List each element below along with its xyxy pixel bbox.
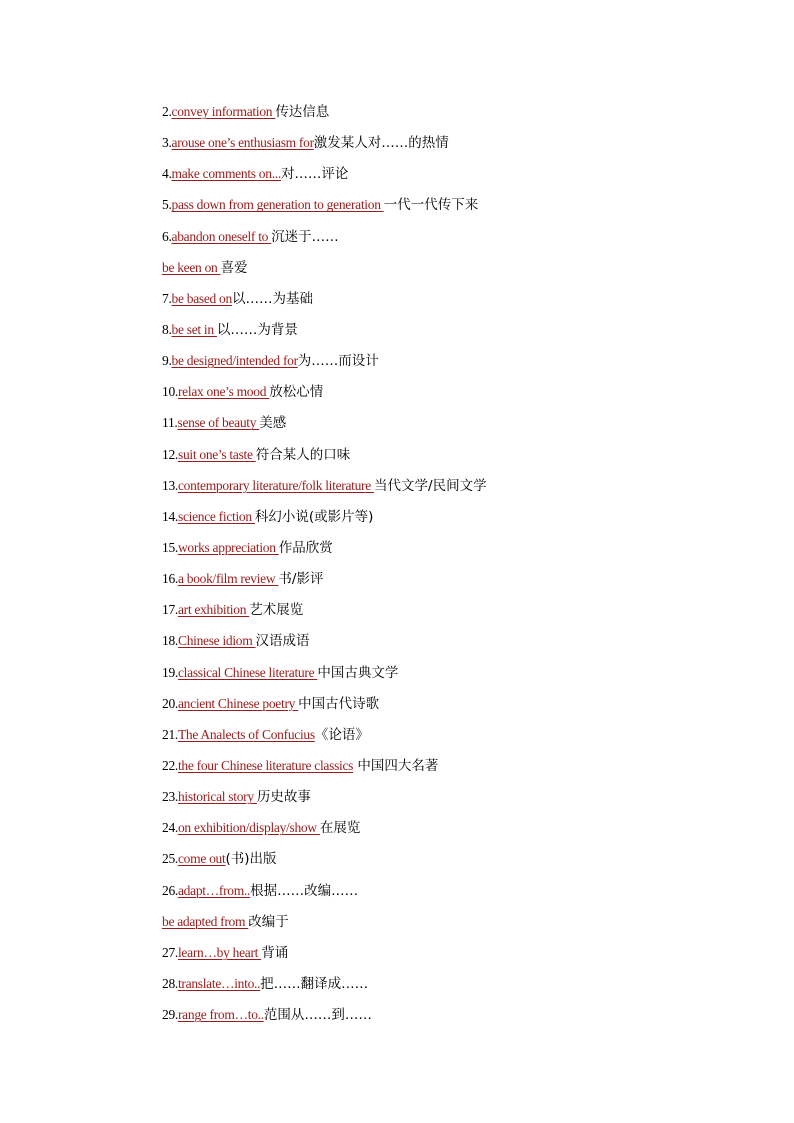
chinese-meaning: 书/影评 (278, 571, 324, 588)
chinese-meaning: 以……为基础 (231, 290, 313, 307)
chinese-meaning: 当代文学/民间文学 (374, 477, 487, 494)
chinese-meaning: 中国古典文学 (317, 664, 399, 681)
chinese-meaning: 中国四大名著 (353, 757, 439, 774)
entry-number: 7. (162, 290, 172, 306)
phrase-entry (162, 320, 762, 351)
phrase-entry (162, 881, 762, 912)
chinese-meaning: 背诵 (261, 944, 289, 961)
chinese-meaning: 美感 (259, 415, 287, 432)
phrase-entry (162, 195, 762, 226)
english-phrase: the four Chinese literature classics (177, 757, 354, 773)
phrase-entry (162, 631, 762, 662)
entry-number: 4. (162, 166, 172, 182)
english-phrase: on exhibition/display/show (177, 820, 320, 836)
entry-number: 24. (162, 820, 178, 836)
chinese-meaning: 改编于 (248, 913, 289, 930)
phrase-entry (162, 943, 762, 974)
entry-number: 10. (162, 384, 178, 400)
phrase-entry (162, 445, 762, 476)
entry-number: 14. (162, 508, 178, 524)
chinese-meaning: 把……翻译成…… (260, 975, 369, 992)
entry-number: 3. (162, 135, 172, 151)
entry-number: 16. (162, 571, 178, 587)
entry-number: 27. (162, 944, 178, 960)
entry-number: 25. (162, 851, 178, 867)
english-phrase: convey information (171, 104, 276, 119)
phrase-entry (162, 974, 762, 1005)
entry-number: 29. (162, 1007, 178, 1023)
phrase-entry (162, 694, 762, 725)
chinese-meaning: 艺术展览 (249, 602, 304, 619)
entry-number: 8. (162, 321, 172, 337)
english-phrase: arouse one’s enthusiasm for (171, 135, 314, 151)
entry-number: 28. (162, 975, 178, 991)
english-phrase: be designed/intended for (171, 353, 298, 369)
chinese-meaning: 中国古代诗歌 (298, 695, 380, 712)
phrase-entry (162, 1005, 762, 1036)
entry-number: 26. (162, 882, 178, 898)
phrase-entry (162, 133, 762, 164)
phrase-entry (162, 849, 762, 880)
english-phrase: adapt…from.. (177, 882, 251, 898)
entry-number: 11. (162, 415, 178, 431)
entry-number: 12. (162, 446, 178, 462)
english-phrase: The Analects of Confucius (177, 726, 315, 742)
chinese-meaning: 符合某人的口味 (255, 446, 351, 463)
english-phrase: suit one’s taste (177, 446, 256, 462)
phrase-entry (162, 507, 762, 538)
english-phrase: art exhibition (177, 602, 250, 618)
phrase-entry (162, 600, 762, 631)
phrase-entry (162, 258, 762, 289)
chinese-meaning: 历史故事 (256, 789, 311, 806)
english-phrase: be keen on (162, 259, 221, 275)
entry-number: 22. (162, 757, 178, 773)
chinese-meaning: 沉迷于…… (271, 228, 339, 245)
english-phrase: a book/film review (177, 571, 279, 587)
english-phrase: works appreciation (177, 539, 279, 555)
english-phrase: science fiction (177, 508, 255, 524)
english-phrase: be adapted from (162, 913, 249, 929)
chinese-meaning: 放松心情 (269, 384, 324, 401)
chinese-meaning: 喜爱 (220, 259, 248, 276)
chinese-meaning: 在展览 (319, 820, 361, 837)
phrase-entry (162, 413, 762, 444)
english-phrase: make comments on... (171, 166, 281, 182)
chinese-meaning: 汉语成语 (255, 633, 310, 650)
chinese-meaning: 激发某人对……的热情 (313, 135, 449, 152)
chinese-meaning: 范围从……到…… (263, 1007, 372, 1024)
phrase-list (162, 102, 762, 1036)
entry-number: 20. (162, 695, 178, 711)
english-phrase: historical story (177, 789, 257, 805)
phrase-entry (162, 725, 762, 756)
phrase-entry (162, 912, 762, 943)
chinese-meaning: 《论语》 (314, 726, 369, 743)
chinese-meaning: (书)出版 (225, 851, 277, 868)
entry-number: 17. (162, 602, 178, 618)
phrase-entry (162, 227, 762, 258)
phrase-entry (162, 351, 762, 382)
chinese-meaning: 根据……改编…… (250, 882, 359, 899)
english-phrase: come out (177, 851, 226, 867)
chinese-meaning: 传达信息 (275, 104, 330, 120)
phrase-entry (162, 818, 762, 849)
entry-number: 5. (162, 197, 172, 213)
english-phrase: Chinese idiom (177, 633, 256, 649)
entry-number: 13. (162, 477, 178, 493)
english-phrase: learn…by heart (177, 944, 262, 960)
english-phrase: classical Chinese literature (177, 664, 318, 680)
english-phrase: relax one’s mood (177, 384, 270, 400)
phrase-entry (162, 164, 762, 195)
phrase-entry (162, 787, 762, 818)
phrase-entry (162, 102, 762, 133)
english-phrase: contemporary literature/folk literature (177, 477, 375, 493)
entry-number: 9. (162, 353, 172, 369)
entry-number: 18. (162, 633, 178, 649)
chinese-meaning: 作品欣赏 (278, 539, 333, 556)
english-phrase: abandon oneself to (171, 228, 272, 244)
english-phrase: ancient Chinese poetry (177, 695, 299, 711)
phrase-entry (162, 569, 762, 600)
entry-number: 19. (162, 664, 178, 680)
entry-number: 2. (162, 104, 172, 119)
chinese-meaning: 对……评论 (280, 166, 349, 183)
english-phrase: translate…into.. (177, 975, 261, 991)
entry-number: 21. (162, 726, 178, 742)
entry-number: 15. (162, 539, 178, 555)
chinese-meaning: 以……为背景 (216, 321, 298, 338)
english-phrase: be based on (171, 290, 232, 306)
chinese-meaning: 科幻小说(或影片等) (254, 508, 374, 525)
english-phrase: sense of beauty (177, 415, 260, 431)
phrase-entry (162, 538, 762, 569)
entry-number: 6. (162, 228, 172, 244)
english-phrase: range from…to.. (177, 1007, 264, 1023)
entry-number: 23. (162, 789, 178, 805)
phrase-entry (162, 663, 762, 694)
chinese-meaning: 一代一代传下来 (383, 197, 479, 214)
chinese-meaning: 为……而设计 (297, 353, 379, 370)
phrase-entry (162, 476, 762, 507)
phrase-entry (162, 289, 762, 320)
english-phrase: be set in (171, 321, 217, 337)
phrase-entry (162, 382, 762, 413)
english-phrase: pass down from generation to generation (171, 197, 384, 213)
phrase-entry (162, 756, 762, 787)
